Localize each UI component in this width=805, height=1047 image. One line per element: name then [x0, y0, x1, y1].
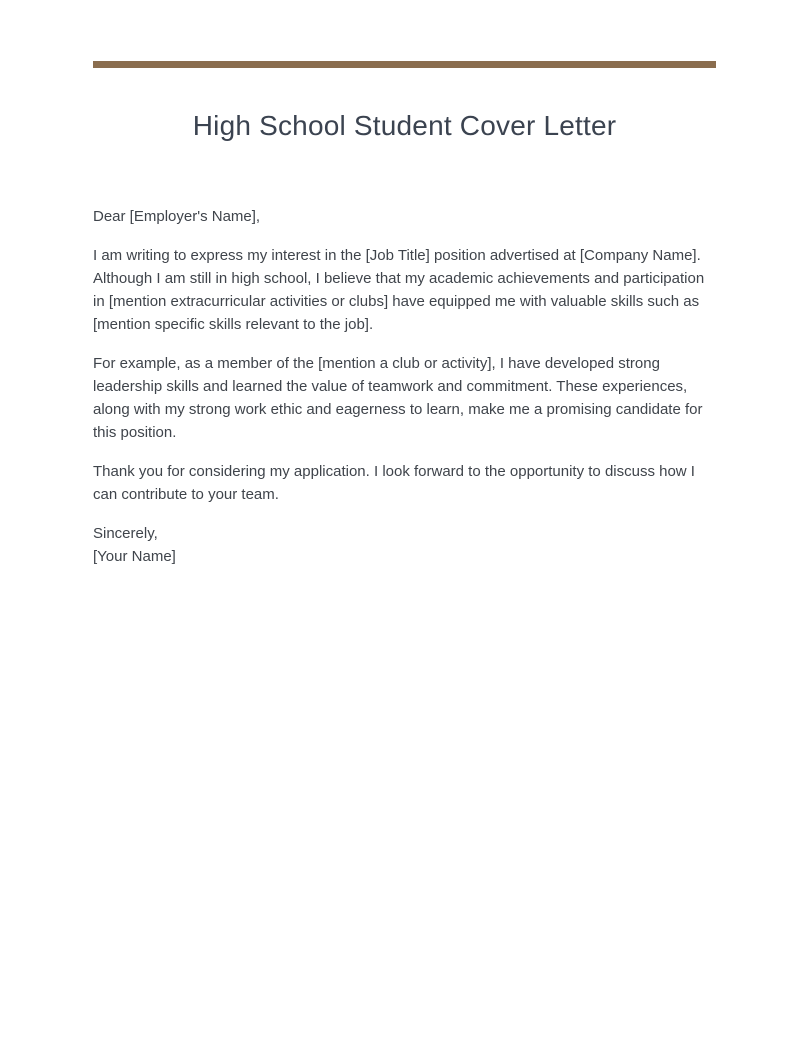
- paragraph-experience: For example, as a member of the [mention a club or activity], I have developed strong leadership skills and learned the value of teamwork and commitment. These experiences, along with my strong work ethic and eagerness to learn, make me a promising candidate for this position.: [93, 355, 703, 441]
- letter-body: [93, 205, 716, 568]
- page-title: High School Student Cover Letter: [192, 110, 617, 141]
- signature: [Your Name]: [93, 548, 176, 565]
- accent-rule-divider: [93, 61, 716, 68]
- salutation: Dear [Employer's Name],: [93, 208, 261, 225]
- paragraph-thanks: Thank you for considering my application. I look forward to the opportunity to discuss how I can contribute to your team.: [93, 463, 695, 503]
- closing: Sincerely,: [93, 525, 158, 542]
- paragraph-introduction: I am writing to express my interest in the [Job Title] position advertised at [Company Name]. Although I am still in high school, I believe that my academic achievements and participation in [mention extracurricular activities or clubs] have equipped me with valuable skills such as [mention specific skills relevant to the job].: [93, 247, 705, 333]
- closing-block: [93, 522, 716, 568]
